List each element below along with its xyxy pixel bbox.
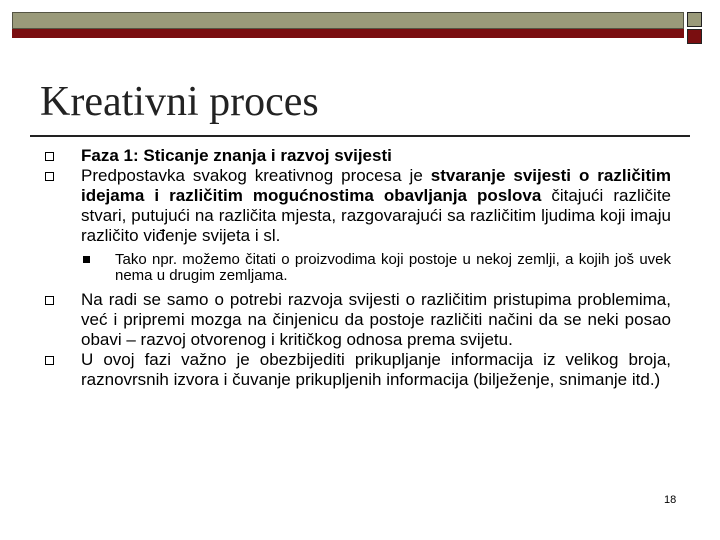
bullet-text: Faza 1: Sticanje znanja i razvoj svijesti: [81, 146, 392, 165]
square-bullet-icon: [45, 356, 54, 365]
sub-bullet-item: [45, 252, 671, 284]
bullet-text: čitajući različite stvari, putujući na različita mjesta, razgovarajući sa različitim ljudima koji imaju različito viđenje svijeta i sl.: [81, 186, 671, 245]
square-bullet-icon: [45, 172, 54, 181]
bullet-item: [45, 290, 671, 350]
filled-square-bullet-icon: [83, 256, 90, 263]
square-bullet-icon: [45, 152, 54, 161]
page-number: 18: [664, 494, 677, 506]
bullet-text: U ovoj fazi važno je obezbijediti prikupljanje informacija iz velikog broja, raznovrsnih izvora i čuvanje prikupljenih informacija (bilježenje, snimanje itd.): [81, 350, 671, 389]
header-accent-line: [12, 29, 684, 38]
title-divider: [30, 135, 690, 137]
bullet-text: Na radi se samo o potrebi razvoja svijesti o različitim pristupima problemima, već i pripremi mozga na činjenicu da postoje različiti načini da se neki posao obavi – razvoj otvorenog i kritičkog odnosa prema svijetu.: [81, 290, 671, 349]
slide-title: Kreativni proces: [40, 79, 319, 125]
bullet-item: [45, 166, 671, 246]
bullet-item: [45, 146, 671, 166]
bullet-text: Predpostavka svakog kreativnog procesa je: [81, 166, 431, 185]
square-bullet-icon: [45, 296, 54, 305]
bullet-item: [45, 350, 671, 390]
corner-decor-box: [687, 29, 702, 44]
slide-content: [45, 146, 671, 390]
bullet-text-emphasis: stvaranje svijesti o različitim idejama i različitim mogućnostima obavljanja poslova: [81, 166, 672, 205]
header-decor-bar: [12, 12, 684, 29]
sub-bullet-text: Tako npr. možemo čitati o proizvodima koji postoje u nekoj zemlji, a kojih još uvek nema u drugim zemljama.: [115, 251, 671, 284]
corner-decor-box: [687, 12, 702, 27]
